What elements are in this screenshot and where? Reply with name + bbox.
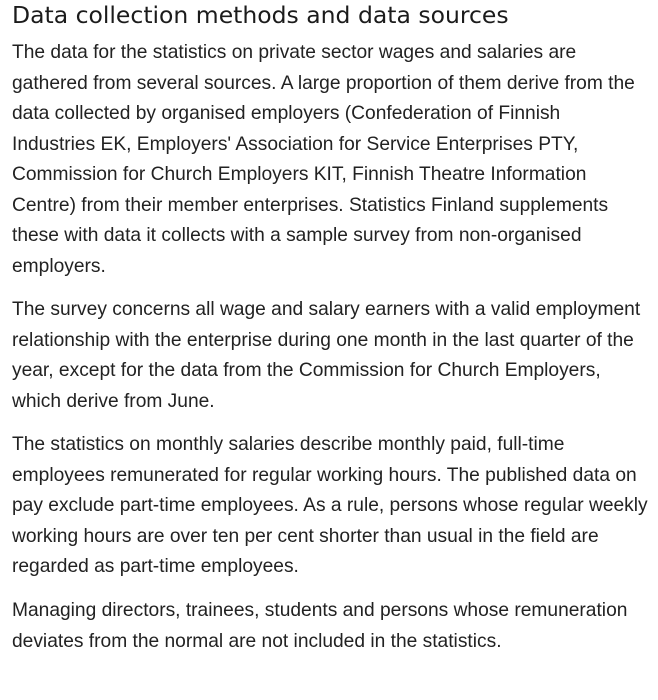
paragraph-survey-scope: The survey concerns all wage and salary earners with a valid employment relationship with the enterprise during one month in the last quarter of the year, except for the data from the Commission for Church Employers, which derive from June. [12, 299, 641, 412]
paragraph-exclusions: Managing directors, trainees, students and persons whose remuneration deviates from the normal are not included in the statistics. [12, 600, 628, 652]
paragraph-monthly-salaries: The statistics on monthly salaries describe monthly paid, full-time employees remunerated for regular working hours. The published data on pay exclude part-time employees. As a rule, persons whose regular weekly working hours are over ten per cent shorter than usual in the field are regarded as part-time employees. [12, 434, 648, 577]
paragraph-data-sources: The data for the statistics on private sector wages and salaries are gathered from several sources. A large proportion of them derive from the data collected by organised employers (Confederation of Finnish Industries EK, Employers' Association for Service Enterprises PTY, Commission for Church Employers KIT, Finnish Theatre Information Centre) from their member enterprises. Statistics Finland supplements these with data it collects with a sample survey from non-organised employers. [12, 42, 635, 277]
section-title: Data collection methods and data sources [12, 1, 509, 29]
